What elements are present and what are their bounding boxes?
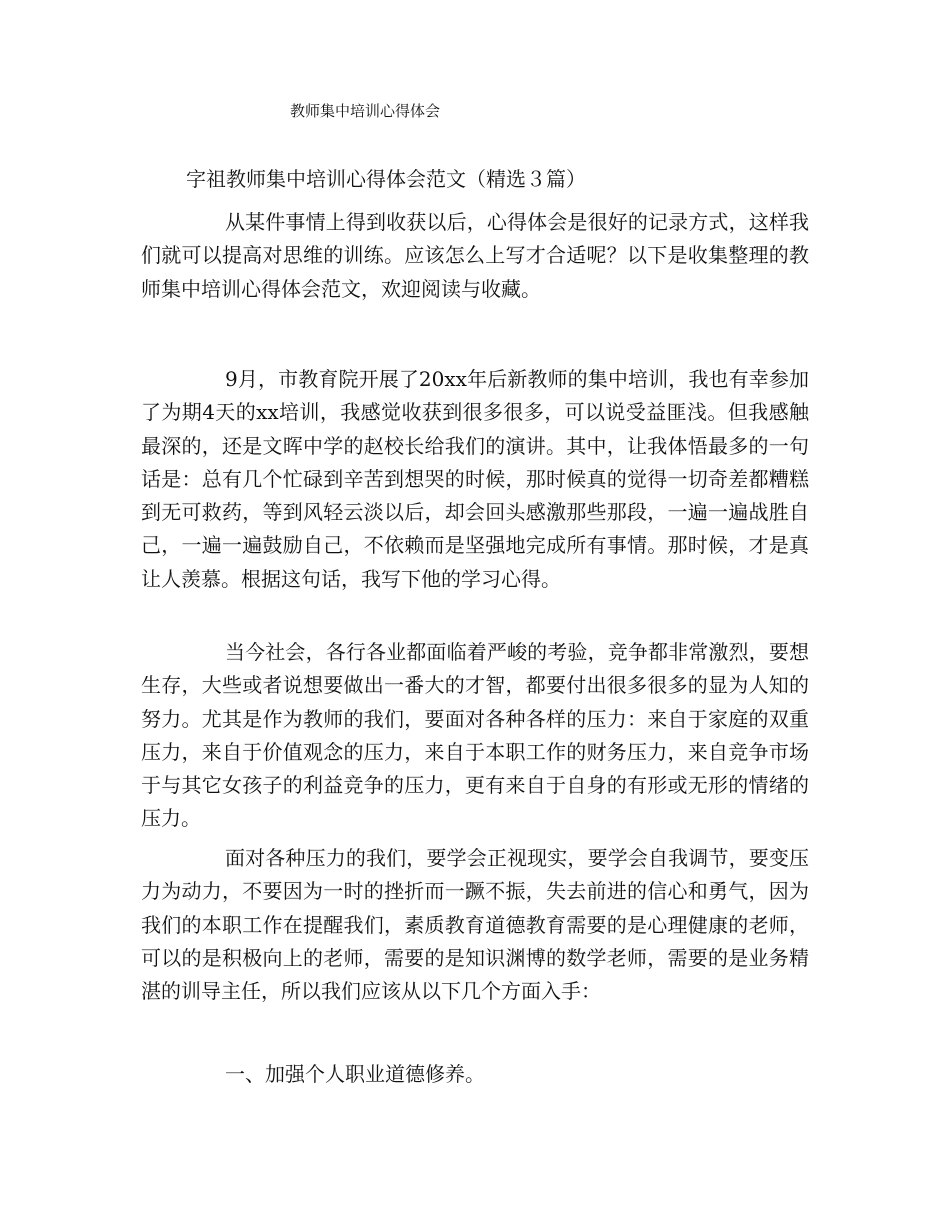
document-title: 字祖教师集中培训心得体会范文（精选３篇） (186, 167, 586, 191)
paragraph-pressure: 面对各种压力的我们，要学会正视现实，要学会自我调节，要变压力为动力，不要因为一时的挫折而一蹶不振，失去前进的信心和勇气，因为我们的本职工作在提醒我们，素质教育道德教育需要的是心理健康的老师，可以的是积极向上的老师，需要的是知识渊博的数学老师，需要的是业务精湛的训导主任，所以我们应该从以下几个方面入手： (141, 846, 809, 1004)
paragraph-intro: 从某件事情上得到收获以后，心得体会是很好的记录方式，这样我们就可以提高对思维的训练。应该怎么上写才合适呢？以下是收集整理的教师集中培训心得体会范文，欢迎阅读与收藏。 (141, 210, 809, 301)
section-heading-ethics: 一、加强个人职业道德修养。 (225, 1062, 485, 1086)
paragraph-training: 9月，市教育院开展了20xx年后新教师的集中培训，我也有幸参加了为期4天的xx培训，我感觉收获到很多很多，可以说受益匪浅。但我感触最深的，还是文晖中学的赵校长给我们的演讲。其中，让我体悟最多的一句话是：总有几个忙碌到辛苦到想哭的时候，那时候真的觉得一切奇差都糟糕到无可救药，等到风轻云淡以后，却会回头感激那些那段，一遍一遍战胜自己，一遍一遍鼓励自己，不依赖而是坚强地完成所有事情。那时候，才是真让人羡慕。根据这句话，我写下他的学习心得。 (141, 367, 809, 591)
paragraph-society: 当今社会，各行各业都面临着严峻的考验，竞争都非常激烈，要想生存，大些或者说想要做出一番大的才智，都要付出很多很多的显为人知的努力。尤其是作为教师的我们，要面对各种各样的压力：来自于家庭的双重压力，来自于价值观念的压力，来自于本职工作的财务压力，来自竞争市场于与其它女孩子的利益竞争的压力，更有来自于自身的有形或无形的情绪的压力。 (141, 640, 809, 831)
page-header: 教师集中培训心得体会 (290, 102, 441, 120)
